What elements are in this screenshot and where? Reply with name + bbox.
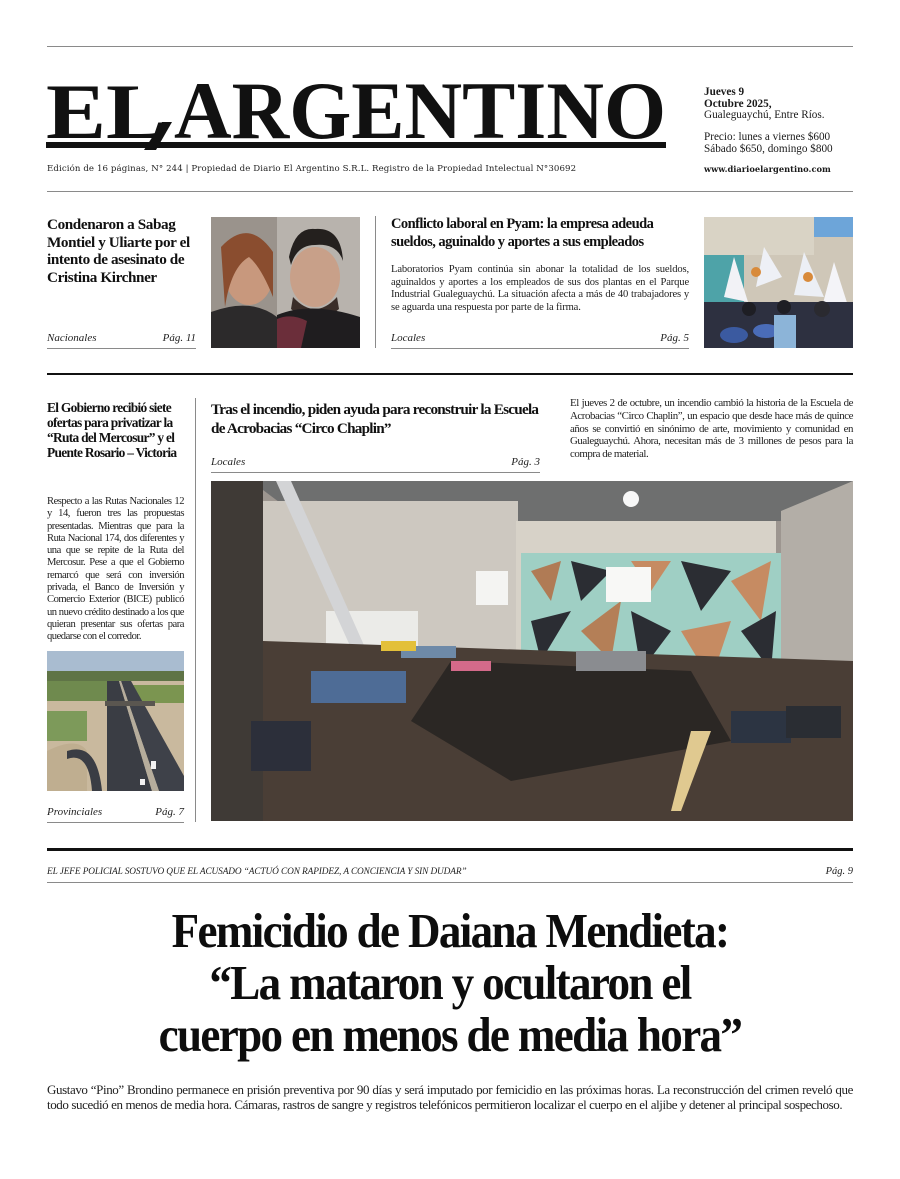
femicidio-kicker: EL JEFE POLICIAL SOSTUVO QUE EL ACUSADO “ACTUÓ CON RAPIDEZ, A CONCIENCIA Y SIN DUDAR” [47, 867, 467, 877]
femicidio-headline-line2: “La mataron y ocultaron el [209, 955, 691, 1010]
pyam-body: Laboratorios Pyam continúa sin abonar la totalidad de los sueldos, aguinaldos y aportes a los empleados de sus dos plantas en el Parque Industrial Gualeguaychú. La situación afecta a más de 40 trabajadores y se aguarda una respuesta por parte de la firma. [391, 264, 689, 313]
date-location: Gualeguaychú, Entre Ríos. [704, 109, 825, 121]
website-link[interactable]: www.diarioelargentino.com [704, 164, 831, 174]
femicidio-headline-line3: cuerpo en menos de media hora” [158, 1007, 742, 1062]
pyam-page: Pág. 5 [660, 332, 689, 344]
price-block [704, 132, 833, 155]
circo-rule [211, 472, 540, 473]
ruta-headline[interactable]: El Gobierno recibió siete ofertas para privatizar la “Ruta del Mercosur” y el Puente Rosario – Victoria [47, 400, 177, 460]
kicker-rule [47, 882, 853, 883]
sabag-headline[interactable]: Condenaron a Sabag Montiel y Uliarte por el intento de asesinato de Cristina Kirchner [47, 216, 190, 286]
section-divider-2 [47, 848, 853, 851]
femicidio-headline[interactable] [73, 905, 827, 1061]
sabag-rule [47, 348, 196, 349]
circo-body: El jueves 2 de octubre, un incendio cambió la historia de la Escuela de Acrobacias “Circo Chaplin”, un espacio que desde hace más de quince años se convirtió en sinónimo de arte, movimiento y comunidad en Gualeguaychú. Ahora, necesitan más de 3 millones de pesos para la compra de material. [570, 397, 853, 461]
column-divider-2 [195, 398, 196, 822]
date-month-year: Octubre 2025, [704, 97, 772, 110]
pyam-rule [391, 348, 689, 349]
ruta-highway-photo[interactable] [47, 651, 184, 791]
sabag-page: Pág. 11 [162, 332, 196, 344]
pyam-section[interactable]: Locales [391, 332, 426, 344]
pyam-protest-photo[interactable] [704, 217, 853, 348]
pyam-headline[interactable]: Conflicto laboral en Pyam: la empresa adeuda sueldos, aguinaldo y aportes a sus empleados [391, 216, 654, 250]
femicidio-headline-line1: Femicidio de Daiana Mendieta: [171, 903, 729, 958]
sabag-uliarte-photo[interactable] [211, 217, 360, 348]
svg-text:ARGENTINO: ARGENTINO [174, 70, 666, 152]
edition-info: Edición de 16 páginas, N° 244 | Propiedad de Diario El Argentino S.R.L. Registro de la Propiedad Intelectual N°30692 [47, 164, 577, 174]
logo-wordmark [44, 70, 670, 152]
price-weekdays: Precio: lunes a viernes $600 [704, 131, 831, 143]
ruta-rule [47, 822, 184, 823]
ruta-page: Pág. 7 [155, 806, 184, 818]
circo-fire-photo[interactable] [211, 481, 853, 821]
circo-page: Pág. 3 [511, 456, 540, 468]
price-weekend: Sábado $650, domingo $800 [704, 142, 833, 155]
circo-section[interactable]: Locales [211, 456, 246, 468]
masthead-bottom-rule [47, 191, 853, 192]
circo-headline[interactable]: Tras el incendio, piden ayuda para reconstruir la Escuela de Acrobacias “Circo Chaplin” [211, 401, 539, 437]
sabag-section[interactable]: Nacionales [47, 332, 97, 344]
date-block [704, 87, 825, 122]
femicidio-body: Gustavo “Pino” Brondino permanece en prisión preventiva por 90 días y será imputado por femicidio en las próximas horas. La reconstrucción del crimen reveló que todo sucedió en menos de media hora. Cámaras, rastros de sangre y registros telefónicos permitieron localizar el cuerpo en el aljibe y detener al principal sospechoso. [47, 1082, 853, 1112]
top-rule [47, 46, 853, 47]
section-divider-1 [47, 373, 853, 375]
femicidio-page: Pág. 9 [825, 866, 853, 877]
ruta-section[interactable]: Provinciales [47, 806, 103, 818]
svg-text:EL: EL [46, 70, 166, 152]
masthead-logo[interactable] [44, 70, 670, 152]
column-divider [375, 216, 376, 348]
ruta-body: Respecto a las Rutas Nacionales 12 y 14, fueron tres las propuestas presentadas. Mientras que para la Ruta Nacional 174, dos diferentes y una que se repite de la Ruta del Mercosur. Pese a que el Gobierno remarcó que será con inversión privada, el Banco de Inversión y Comercio Exterior (BICE) publicó un nuevo crédito destinado a los que quieran presentar sus ofertas para quedarse con el corredor. [47, 496, 184, 643]
date-weekday: Jueves 9 [704, 86, 745, 98]
